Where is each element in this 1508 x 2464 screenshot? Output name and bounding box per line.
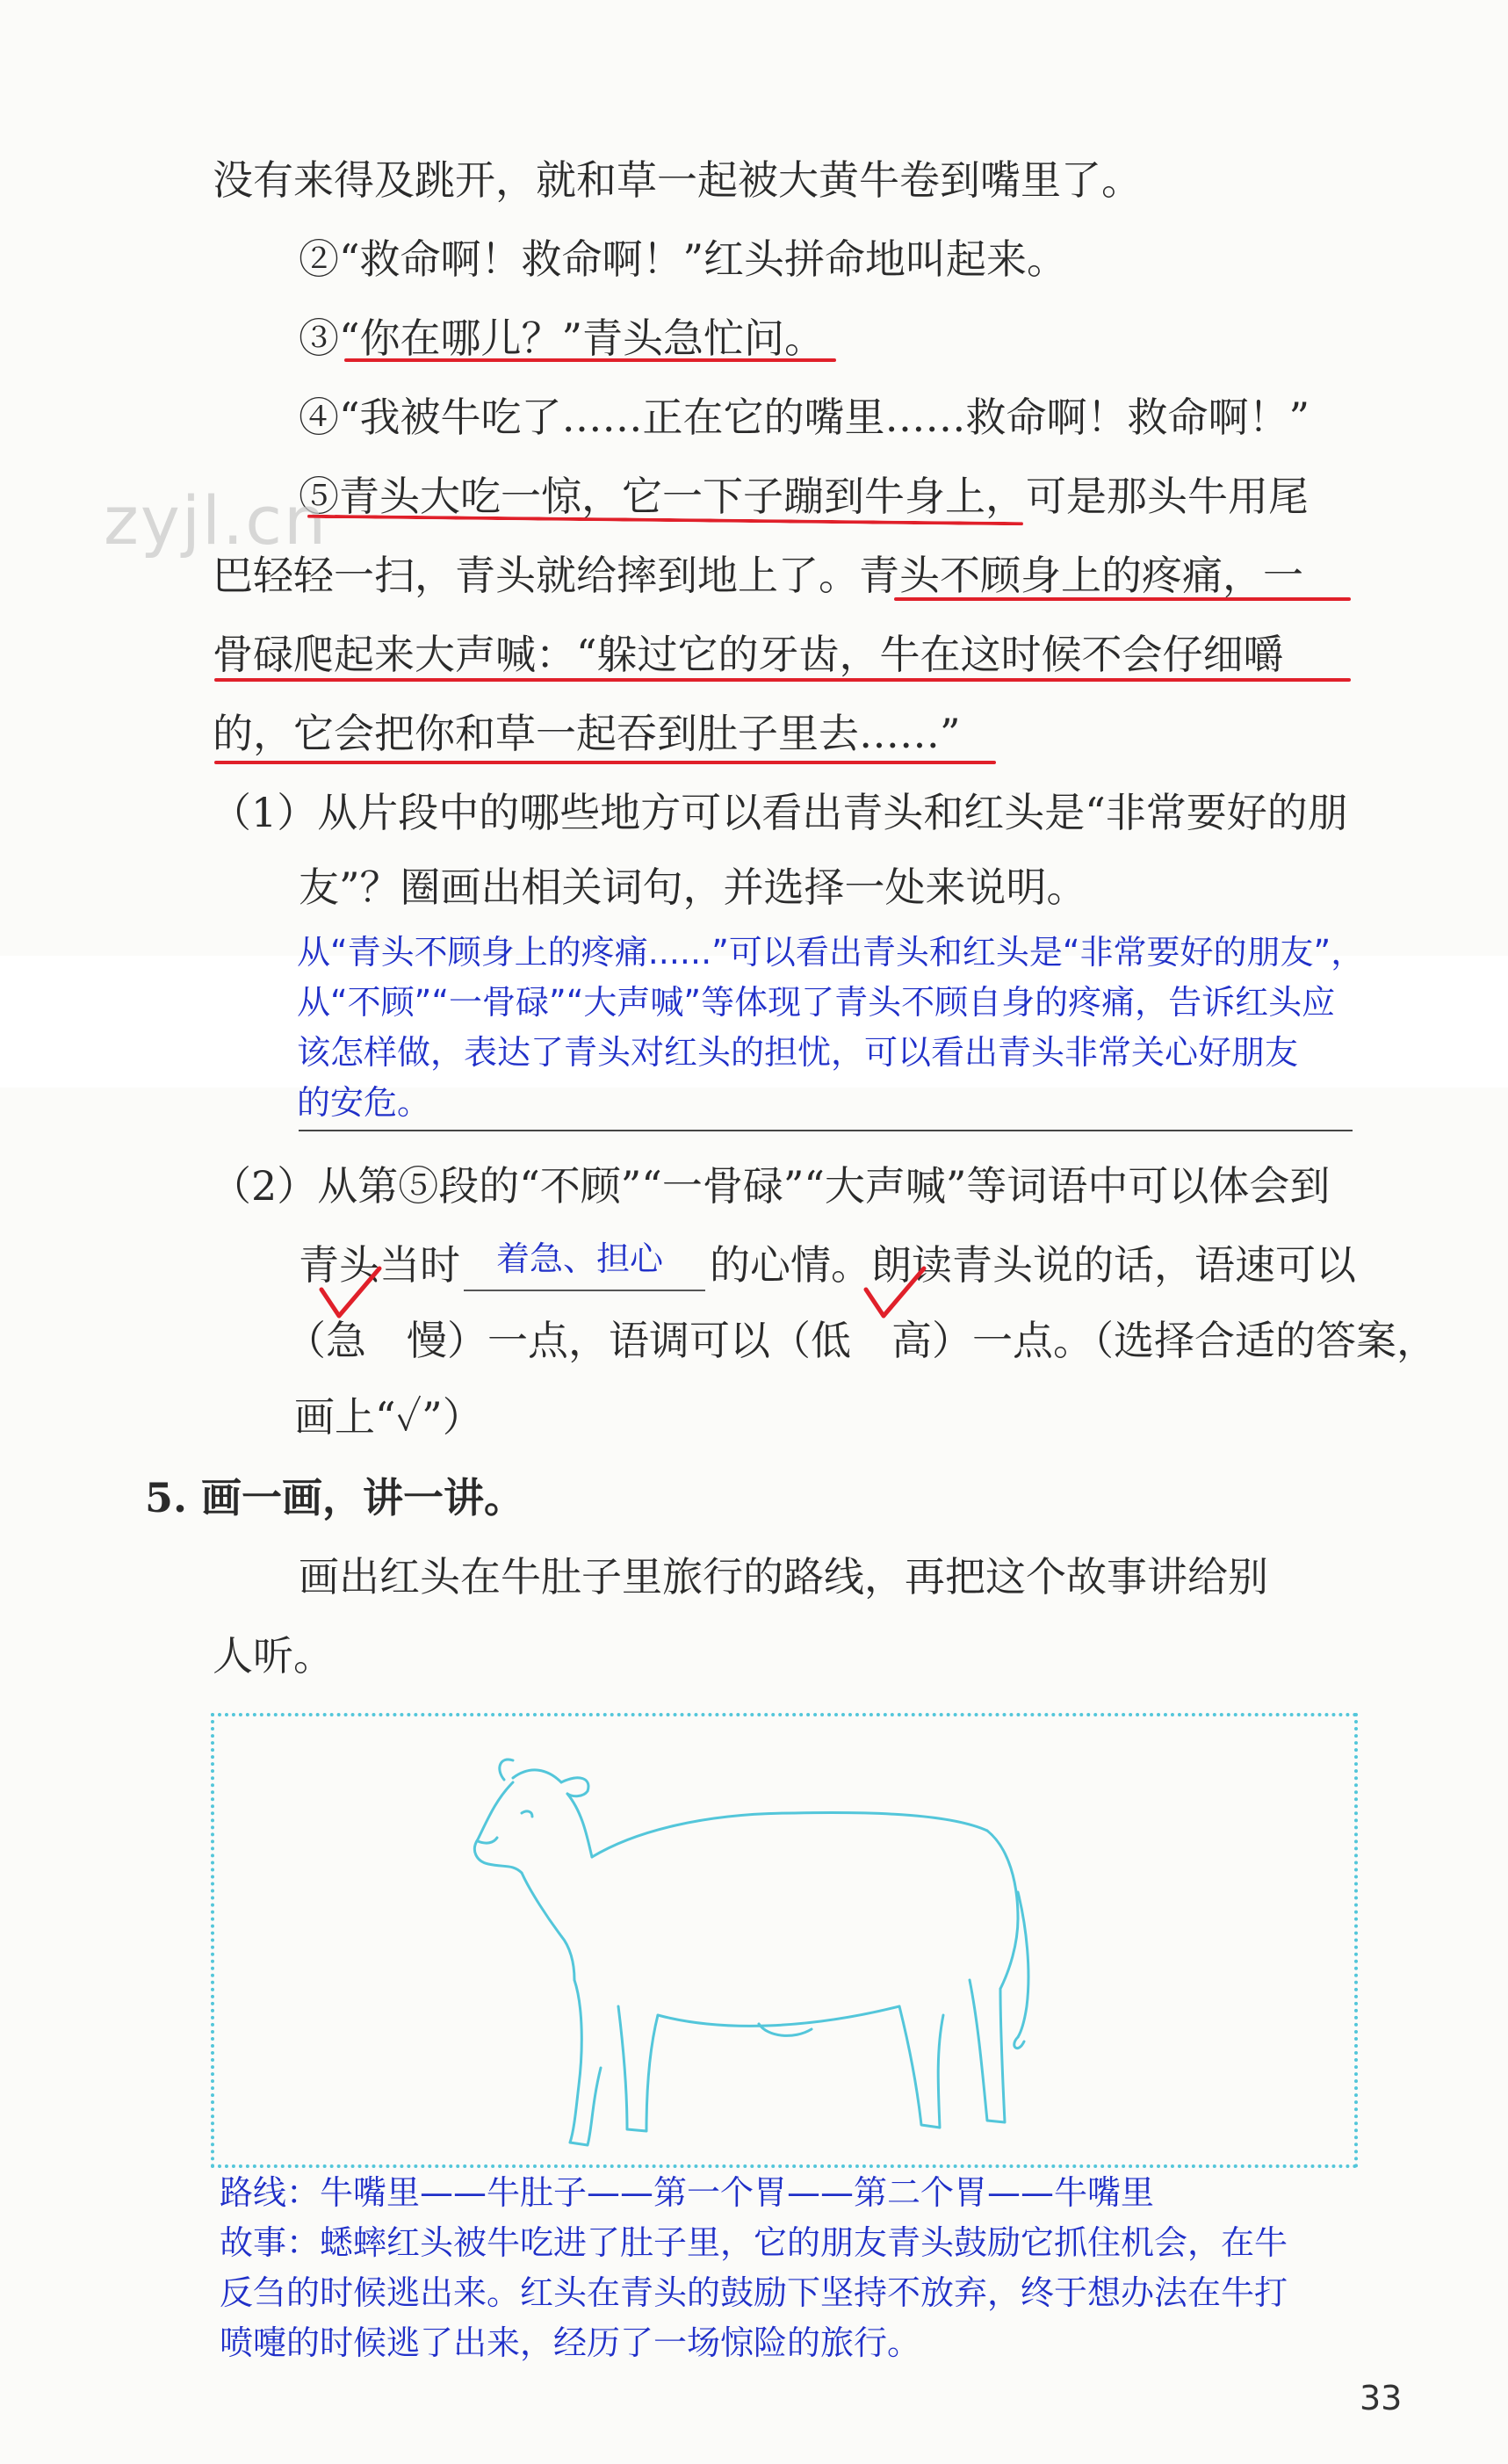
story-answer-line: 故事：蟋蟀红头被牛吃进了肚子里，它的朋友青头鼓励它抓住机会，在牛 (220, 2223, 1288, 2262)
page-number: 33 (1360, 2379, 1403, 2417)
answer-line: 从“青头不顾身上的疼痛......”可以看出青头和红头是“非常要好的朋友”， (297, 933, 1365, 972)
cow-illustration (214, 1716, 1354, 2164)
red-underline (214, 761, 996, 764)
red-checkmark-icon (316, 1265, 386, 1326)
story-answer-line: 喷嚏的时候逃了出来，经历了一场惊险的旅行。 (220, 2323, 921, 2362)
red-underline (344, 358, 836, 362)
story-answer-line: 反刍的时候逃出来。红头在青头的鼓励下坚持不放弃，终于想办法在牛打 (220, 2273, 1288, 2312)
fill-in-answer: 着急、担心 (496, 1239, 664, 1278)
red-checkmark-icon (861, 1265, 931, 1326)
red-underline (894, 597, 1351, 601)
red-underline (214, 678, 1351, 682)
answer-line: 从“不顾”“一骨碌”“大声喊”等体现了青头不顾自身的疼痛，告诉红头应 (297, 983, 1336, 1022)
answer-line: 该怎样做，表达了青头对红头的担忧，可以看出青头非常关心好朋友 (297, 1033, 1299, 1072)
watermark: zyjl.cn (104, 481, 328, 560)
route-answer: 路线：牛嘴里——牛肚子——第一个胃——第二个胃——牛嘴里 (220, 2173, 1155, 2212)
drawing-box (211, 1713, 1358, 2168)
answer-line: 的安危。 (297, 1083, 431, 1122)
answer-rule (299, 1130, 1353, 1131)
fill-in-blank (464, 1290, 705, 1291)
